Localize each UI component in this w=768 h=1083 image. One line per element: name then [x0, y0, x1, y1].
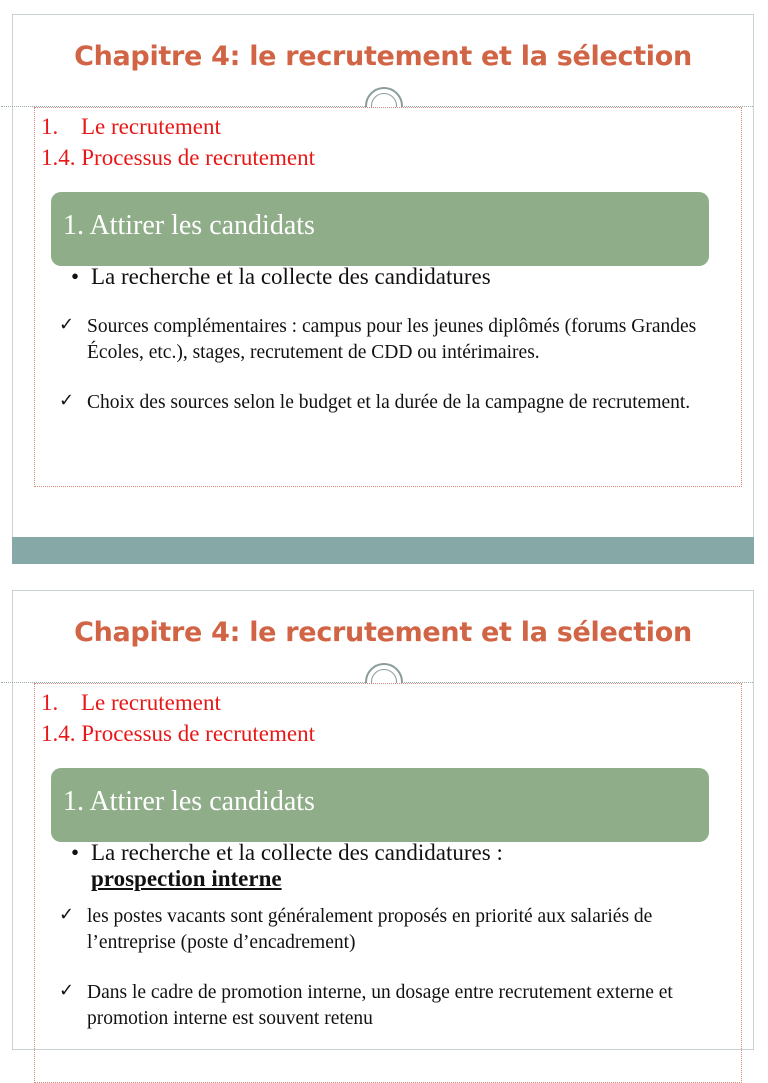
bullet-item: • La recherche et la collecte des candidatures [71, 264, 491, 289]
banner: 1. Attirer les candidats [51, 192, 709, 266]
check-item: ✓ les postes vacants sont généralement proposés en priorité aux salariés de l’entreprise (poste d’encadrement) [59, 904, 653, 953]
check-item: ✓ Sources complémentaires : campus pour les jeunes diplômés (forums Grandes Écoles, etc.), stages, recrutement de CDD ou intérimaires. [59, 314, 697, 363]
slide-title: Chapitre 4: le recrutement et la sélection [74, 617, 692, 648]
slide-title: Chapitre 4: le recrutement et la sélection [74, 41, 692, 72]
checkmark-icon: ✓ [59, 314, 75, 335]
banner: 1. Attirer les candidats [51, 768, 709, 842]
checkmark-icon: ✓ [59, 390, 75, 411]
bullet-icon: • [71, 840, 80, 865]
checkmark-icon: ✓ [59, 904, 75, 925]
bullet-item: • La recherche et la collecte des candidatures : prospection interne [71, 840, 503, 891]
bullet-icon: • [71, 264, 80, 289]
slide-1 [12, 14, 754, 564]
check-list [59, 904, 709, 1056]
footer-bar [12, 537, 754, 564]
check-list [59, 314, 709, 440]
check-item: ✓ Choix des sources selon le budget et la durée de la campagne de recrutement. [59, 390, 691, 413]
bullet-emphasis: prospection interne [91, 866, 282, 891]
section-heading: 1. Le recrutement [41, 114, 221, 139]
checkmark-icon: ✓ [59, 980, 75, 1001]
subsection-heading: 1.4. Processus de recrutement [41, 145, 316, 170]
slide-2 [12, 590, 754, 1050]
subsection-heading: 1.4. Processus de recrutement [41, 721, 316, 746]
section-heading: 1. Le recrutement [41, 690, 221, 715]
check-item: ✓ Dans le cadre de promotion interne, un dosage entre recrutement externe et promotion interne est souvent retenu [59, 980, 673, 1029]
content-box [34, 107, 742, 487]
content-box [34, 683, 742, 1083]
